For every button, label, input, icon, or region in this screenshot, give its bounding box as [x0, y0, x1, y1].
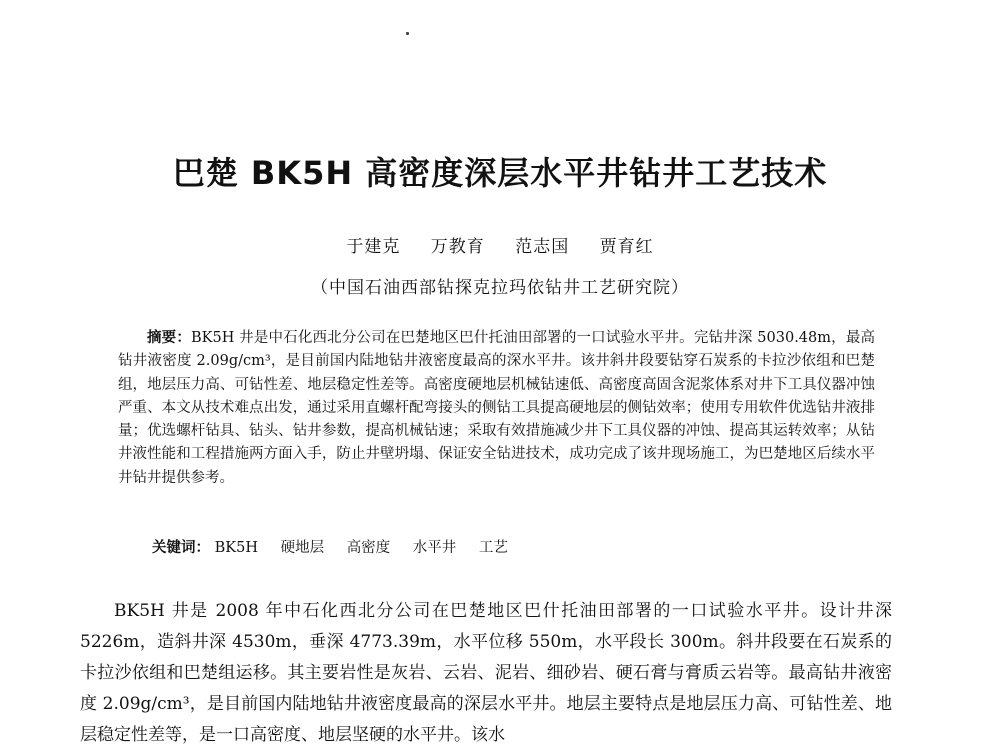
- keyword: 高密度: [346, 540, 391, 556]
- author-name: 于建克: [346, 237, 401, 257]
- paper-title: 巴楚 BK5H 高密度深层水平井钻井工艺技术: [172, 154, 828, 192]
- abstract-label: 摘要：: [147, 329, 192, 346]
- keyword: 水平井: [412, 540, 457, 556]
- keywords-label: 关键词：: [152, 539, 210, 556]
- author-name: 贾育红: [599, 237, 654, 257]
- keyword: 硬地层: [280, 540, 325, 556]
- abstract-text: BK5H 井是中石化西北分公司在巴楚地区巴什托油田部署的一口试验水平井。完钻井深 5030.48m，最高钻井液密度 2.09g/cm³，是目前国内陆地钻井液密度最高的深水平井。该井斜井段要钻穿石炭系的卡拉沙依组和巴楚组，地层压力高、可钻性差、地层稳定性差等。高密度硬地层机械钻速低、高密度高固含泥浆体系对井下工具仪器冲蚀严重、本文从技术难点出发，通过采用直螺杆配弯接头的侧钻工具提高硬地层的侧钻效率；使用专用软件优选钻井液排量；优选螺杆钻具、钻头、钻井参数，提高机械钻速；采取有效措施减少井下工具仪器的冲蚀、提高其运转效率；从钻井液性能和工程措施两方面入手，防止井壁坍塌、保证安全钻进技术，成功完成了该井现场施工，为巴楚地区后续水平井钻井提供参考。: [118, 330, 876, 486]
- keyword: 工艺: [478, 540, 508, 556]
- scan-speck: [406, 32, 409, 35]
- author-name: 万教育: [430, 237, 485, 257]
- keyword: BK5H: [214, 540, 258, 556]
- keywords: [152, 536, 526, 557]
- author-name: 范志国: [515, 237, 570, 257]
- affiliation: （中国石油西部钻探克拉玛依钻井工艺研究院）: [311, 278, 689, 298]
- author-list: [0, 232, 1000, 257]
- abstract: [118, 326, 875, 490]
- body-paragraph: BK5H 井是 2008 年中石化西北分公司在巴楚地区巴什托油田部署的一口试验水平井。设计井深 5226m，造斜井深 4530m，垂深 4773.39m，水平位移 550m，水平段长 300m。斜井段要在石炭系的卡拉沙依组和巴楚组运移。其主要岩性是灰岩、云岩、泥岩、细砂岩、硬石膏与膏质云岩等。最高钻井液密度 2.09g/cm³，是目前国内陆地钻井液密度最高的深层水平井。地层主要特点是地层压力高、可钻性差、地层稳定性差等，是一口高密度、地层坚硬的水平井。该水: [80, 601, 892, 745]
